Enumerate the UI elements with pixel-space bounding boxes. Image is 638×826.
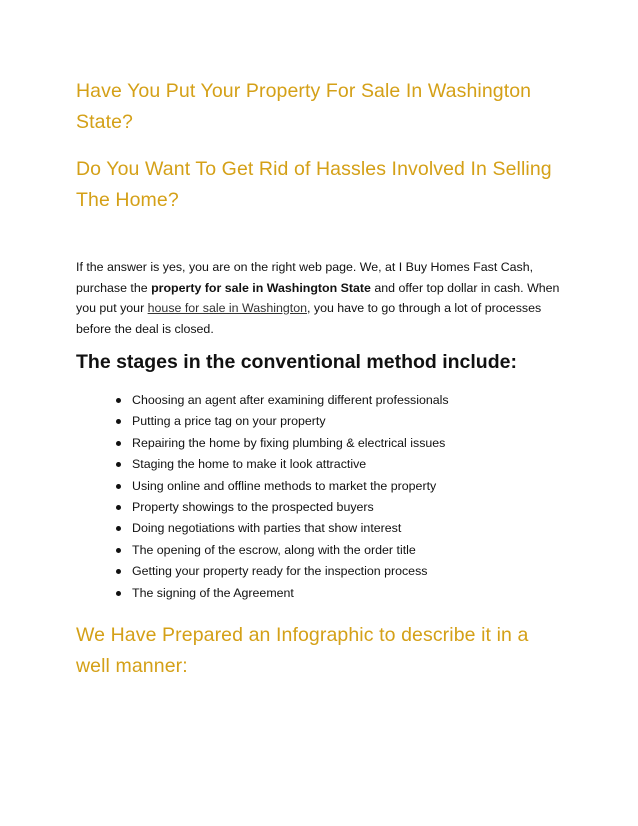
list-item: Doing negotiations with parties that show interest: [76, 518, 556, 539]
bullet-icon: [116, 462, 121, 467]
list-item: The signing of the Agreement: [76, 583, 556, 604]
bullet-icon: [116, 505, 121, 510]
bullet-icon: [116, 548, 121, 553]
intro-paragraph: [76, 257, 568, 339]
list-item: Repairing the home by fixing plumbing & electrical issues: [76, 433, 556, 454]
stages-list: [76, 390, 556, 604]
bullet-icon: [116, 526, 121, 531]
bullet-icon: [116, 484, 121, 489]
list-item: Using online and offline methods to market the property: [76, 476, 556, 497]
intro-text-1: If the answer is yes, you are on the right web page. We, at I Buy Homes Fast Cash, purchase the: [76, 260, 534, 295]
bullet-icon: [116, 569, 121, 574]
bullet-icon: [116, 591, 121, 596]
list-item: The opening of the escrow, along with the order title: [76, 540, 556, 561]
bullet-icon: [116, 419, 121, 424]
heading-property-for-sale: Have You Put Your Property For Sale In Washington State?: [76, 80, 532, 133]
heading-infographic: We Have Prepared an Infographic to describe it in a well manner:: [76, 624, 529, 677]
house-for-sale-link[interactable]: house for sale in Washington: [147, 301, 307, 315]
list-item: Getting your property ready for the inspection process: [76, 561, 556, 582]
intro-text-3: , you have to go through a lot of processes before the deal is closed.: [76, 301, 542, 336]
heading-get-rid-of-hassles: Do You Want To Get Rid of Hassles Involved In Selling The Home?: [76, 158, 552, 211]
bullet-icon: [116, 398, 121, 403]
list-item: Putting a price tag on your property: [76, 411, 556, 432]
list-item: Choosing an agent after examining different professionals: [76, 390, 556, 411]
stages-heading: The stages in the conventional method include:: [76, 351, 517, 373]
bullet-icon: [116, 441, 121, 446]
intro-text-2: and offer top dollar in cash. When you put your: [76, 280, 560, 315]
list-item: Staging the home to make it look attractive: [76, 454, 556, 475]
intro-bold-keyword: property for sale in Washington State: [151, 280, 371, 295]
list-item: Property showings to the prospected buyers: [76, 497, 556, 518]
